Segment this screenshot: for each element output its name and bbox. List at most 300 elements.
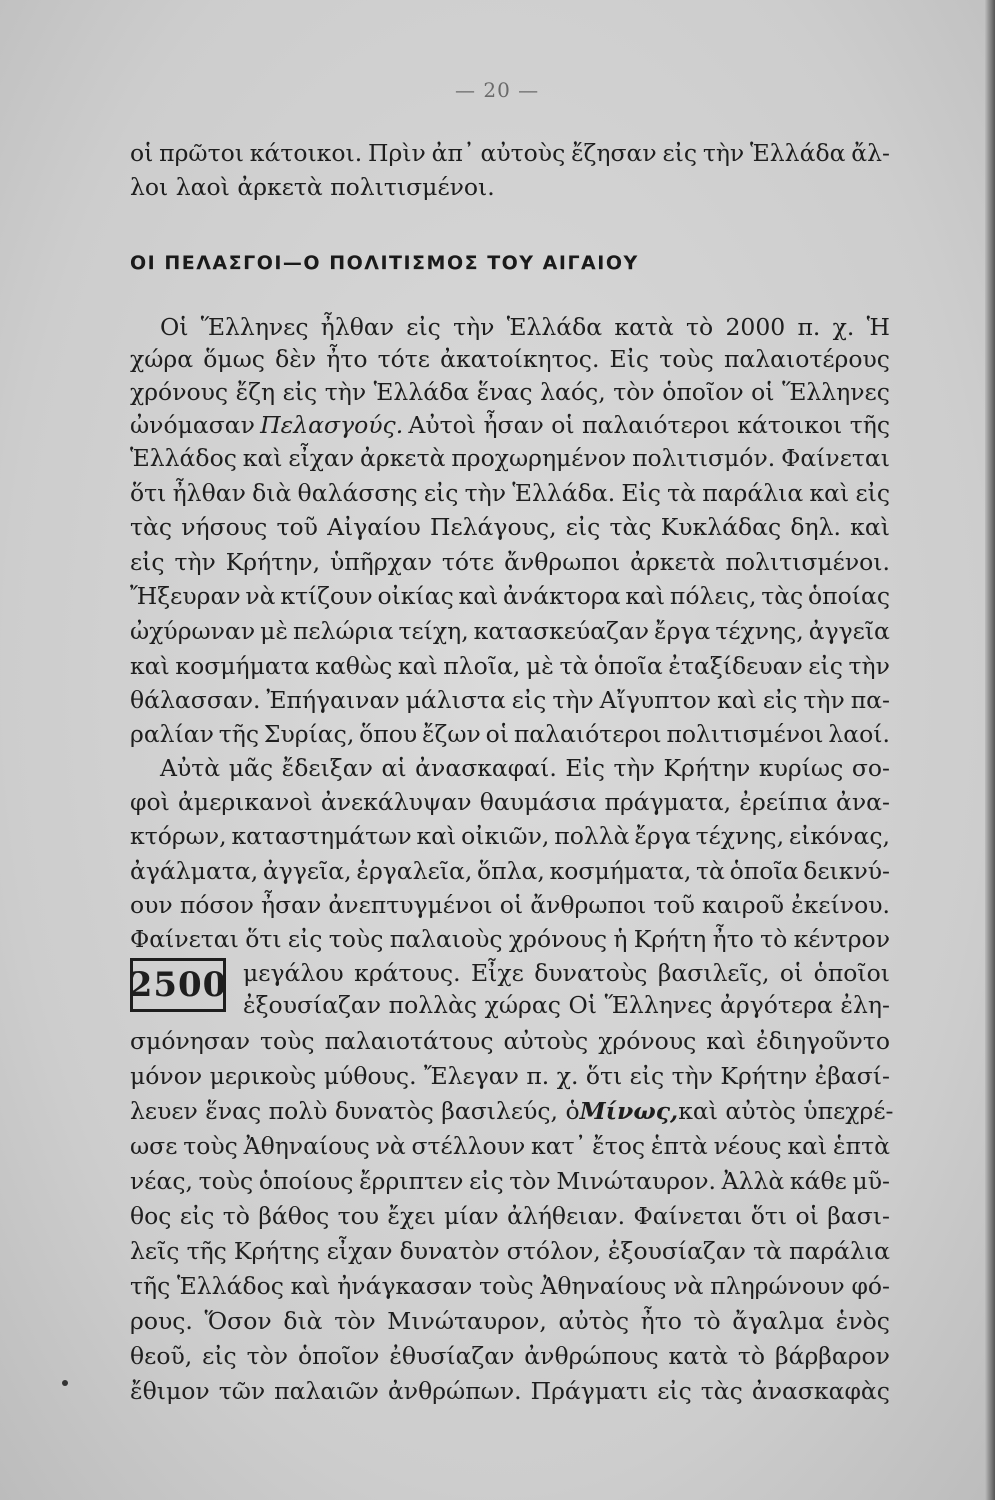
word: νέας, xyxy=(130,1167,193,1195)
word: χρόνους xyxy=(130,378,229,406)
word: Ἀθηναίους xyxy=(540,1272,667,1300)
word: ἀλήθειαν. xyxy=(507,1202,626,1230)
word: βάθος xyxy=(258,1202,330,1230)
word: ἑπτὰ xyxy=(650,1132,708,1160)
word: ουν xyxy=(130,891,173,919)
word: μάλιστα xyxy=(405,686,506,714)
word: Κρήτην, xyxy=(225,548,321,576)
word: Οἱ xyxy=(568,991,597,1019)
word: Εἰς xyxy=(609,345,650,373)
word: θάλασσαν. xyxy=(130,686,261,714)
word: Αὐτὰ xyxy=(160,754,221,782)
word: σο- xyxy=(851,754,890,782)
page-number: — 20 — xyxy=(455,78,540,102)
text-line xyxy=(130,1061,890,1091)
word: Μινώταυρον. xyxy=(556,1167,716,1195)
word: ἔδειξαν xyxy=(281,754,373,782)
word: παράλια xyxy=(702,479,804,507)
word: καιροῦ xyxy=(701,891,784,919)
word: ὅτι xyxy=(130,479,167,507)
word: εἰς xyxy=(511,686,547,714)
word: ὁποῖα xyxy=(729,857,799,885)
word: οἱ xyxy=(795,1202,819,1230)
word: πολιτισμόν. xyxy=(632,444,776,472)
word: τῶν xyxy=(218,1377,266,1405)
word: σμόνησαν xyxy=(130,1027,251,1055)
word: ἀνεκάλυψαν xyxy=(320,788,472,816)
text-line xyxy=(130,138,890,168)
word: εἰς xyxy=(179,1202,215,1230)
word: ἔθιμον xyxy=(130,1377,210,1405)
word: εἰς xyxy=(808,652,843,680)
word: νήσους xyxy=(181,513,268,541)
word: οἱ xyxy=(751,378,775,406)
word: τοὺς xyxy=(260,1027,315,1055)
word: κράτους. xyxy=(354,959,461,987)
word: στέλλουν xyxy=(411,1132,526,1160)
word: βασι- xyxy=(827,1202,890,1230)
word: τοῦ xyxy=(653,891,695,919)
word: ωσε xyxy=(130,1132,178,1160)
word: μὲ xyxy=(260,617,288,645)
text-line xyxy=(130,1166,890,1196)
word: ἀργότερα xyxy=(720,991,833,1019)
text-fragment: καὶ αὐτὸς ὑπεχρέ- xyxy=(678,1097,894,1125)
word: καὶ xyxy=(416,822,457,850)
word: Φαίνεται xyxy=(633,1202,743,1230)
word: Κρήτη xyxy=(633,925,707,953)
text-line xyxy=(243,958,890,988)
word: νὰ xyxy=(673,1272,704,1300)
text-line xyxy=(130,478,890,508)
word: τὴν xyxy=(848,652,890,680)
word: ἐταξίδευαν xyxy=(668,652,803,680)
word: πα- xyxy=(850,686,890,714)
word: ἐξουσίαζαν xyxy=(243,991,382,1019)
word: ἔρριπτεν xyxy=(359,1167,464,1195)
word: οἱ xyxy=(779,959,804,987)
word: πολλὰ xyxy=(554,822,630,850)
word: πόσον xyxy=(179,891,254,919)
word: προχωρημένον xyxy=(451,444,627,472)
word: ἀγγεῖα, xyxy=(262,857,352,885)
word: ρους. xyxy=(130,1307,193,1335)
word: εἰς xyxy=(629,1062,665,1090)
word: Αἰγαίου xyxy=(327,513,421,541)
word: παράλια xyxy=(789,1237,890,1265)
text-line xyxy=(130,1096,894,1126)
word: Κυκλάδας xyxy=(660,513,782,541)
text-line xyxy=(160,753,890,783)
word: ἠνάγκασαν xyxy=(337,1272,473,1300)
word: δυνατοὺς xyxy=(534,959,648,987)
word: ἦτο xyxy=(640,1307,682,1335)
word: ὁποίας xyxy=(808,582,890,610)
word: Ἀθηναίους xyxy=(243,1132,370,1160)
word: διὰ xyxy=(283,1307,323,1335)
word: ὁποῖον xyxy=(298,1342,380,1370)
word: καὶ xyxy=(809,479,850,507)
word: Ὅσον xyxy=(204,1307,272,1335)
word: εἰς xyxy=(423,479,459,507)
word: Κρήτην xyxy=(720,1062,808,1090)
word: τοὺς xyxy=(183,1132,238,1160)
text-line xyxy=(130,1026,890,1056)
word: ἐξουσίαζαν xyxy=(607,1237,746,1265)
word: δὲν xyxy=(275,345,317,373)
word: Εἰς xyxy=(565,754,605,782)
word: ὁποίους xyxy=(258,1167,354,1195)
word: καὶ xyxy=(242,444,283,472)
word: ὅτι xyxy=(750,1202,788,1230)
word: φό- xyxy=(851,1272,890,1300)
word: Ἑλλάδα. xyxy=(512,479,616,507)
word: ἐργαλεῖα, xyxy=(356,857,473,885)
word: Φαίνεται xyxy=(130,925,239,953)
word: ὅτι xyxy=(245,925,282,953)
word: ἦσαν xyxy=(261,891,322,919)
word: εἰς xyxy=(657,1377,692,1405)
word: Εἰς xyxy=(621,479,661,507)
text-line xyxy=(130,443,890,473)
text-line xyxy=(130,616,890,646)
word: εἰς xyxy=(287,925,323,953)
word: οἰκίας xyxy=(377,582,454,610)
word: βασιλεῖς, xyxy=(657,959,770,987)
word: οἰκιῶν, xyxy=(461,822,550,850)
text-line xyxy=(130,821,890,851)
word: πολλὰς xyxy=(388,991,478,1019)
word: βάρβαρον xyxy=(774,1342,890,1370)
word: ἀνθρώπων. xyxy=(387,1377,522,1405)
word: ἀρκετὰ xyxy=(630,548,716,576)
word: θος xyxy=(130,1202,172,1230)
word: τὴν xyxy=(613,754,655,782)
word: ὅπου xyxy=(359,720,418,748)
word: ἐλη- xyxy=(840,991,890,1019)
word: ἐθυσίαζαν xyxy=(389,1342,515,1370)
word: χρόνους xyxy=(598,1027,697,1055)
word: ἀγάλματα, xyxy=(130,857,259,885)
word: ἐρείπια xyxy=(739,788,828,816)
word: λαοί. xyxy=(828,720,890,748)
word: καταστημάτων xyxy=(231,822,412,850)
word: ὅτι xyxy=(585,1062,623,1090)
word: τὴν xyxy=(803,686,845,714)
word: αὐτοὺς xyxy=(503,1027,589,1055)
word: τῆς xyxy=(218,720,260,748)
word: Ἡ xyxy=(866,313,890,341)
text-line xyxy=(130,890,890,920)
word: καὶ xyxy=(130,652,170,680)
word: κέντρον xyxy=(793,925,890,953)
word: μύθους. xyxy=(323,1062,417,1090)
word: τοῦ xyxy=(276,513,318,541)
text-line xyxy=(130,787,890,817)
word: ἑνὸς xyxy=(835,1307,890,1335)
word: Εἶχε xyxy=(471,959,524,987)
text-line xyxy=(130,685,890,715)
word: Ἑλλάδος xyxy=(130,444,237,472)
word: παλαιοτέρους xyxy=(723,345,890,373)
word: εἰκόνας, xyxy=(788,822,890,850)
word: ἄνθρωποι xyxy=(530,891,647,919)
word: παλαιοτάτους xyxy=(324,1027,494,1055)
text-line xyxy=(243,990,890,1020)
word: δηλ. xyxy=(790,513,841,541)
word: τείχη, xyxy=(398,617,469,645)
word: κοσμήματα xyxy=(175,652,310,680)
margin-year-box: 2500 xyxy=(130,958,226,1012)
word: τὰ xyxy=(667,479,697,507)
word: ἄλ- xyxy=(851,139,890,167)
word: παλαιῶν xyxy=(274,1377,379,1405)
word: Πελάγους, xyxy=(430,513,557,541)
word: οἱ xyxy=(485,720,509,748)
word: τὸν xyxy=(509,1167,551,1195)
word: εἶχαν xyxy=(288,444,355,472)
word: Ἕλληνες xyxy=(604,991,713,1019)
text-line xyxy=(130,547,890,577)
word: ἄγαλμα xyxy=(732,1307,825,1335)
word: ραλίαν xyxy=(130,720,214,748)
word: λεῖς xyxy=(130,1237,180,1265)
word: κατὰ xyxy=(614,313,674,341)
word: π. xyxy=(797,313,821,341)
word: ἀκατοίκητος. xyxy=(440,345,600,373)
word: τὰ xyxy=(559,652,589,680)
word: π. xyxy=(526,1062,550,1090)
word: 2000 xyxy=(725,313,786,341)
word: Ἕλληνες xyxy=(782,378,890,406)
text-line xyxy=(130,1131,890,1161)
word: ἀνάκτορα xyxy=(503,582,621,610)
word: Ἐπήγαιναν xyxy=(266,686,400,714)
word: Ἑλλάδα xyxy=(373,378,470,406)
word: ἦτο xyxy=(712,925,754,953)
word: μῦ- xyxy=(852,1167,890,1195)
word: πράγματα, xyxy=(604,788,732,816)
word: αὐτὸς xyxy=(558,1307,629,1335)
text-line xyxy=(130,344,890,374)
word: χώρας xyxy=(484,991,561,1019)
word: Φαίνεται xyxy=(781,444,890,472)
word: ἔζη xyxy=(235,378,276,406)
word: νὰ xyxy=(245,582,276,610)
section-heading: ΟΙ ΠΕΛΑΣΓΟΙ—Ο ΠΟΛΙΤΙΣΜΟΣ ΤΟΥ ΑΙΓΑΙΟΥ xyxy=(130,252,639,274)
word: ὅμως xyxy=(203,345,265,373)
page-edge-shadow xyxy=(985,0,995,1500)
word: νέους xyxy=(713,1132,782,1160)
word: δεικνύ- xyxy=(803,857,890,885)
text-fragment: ὠνόμασαν xyxy=(130,411,255,439)
word: καθὼς xyxy=(315,652,393,680)
word: καὶ xyxy=(717,686,757,714)
word: καὶ xyxy=(706,1027,747,1055)
word: χώρα xyxy=(130,345,194,373)
word: παλαιότεροι xyxy=(513,720,662,748)
word: παλαιοὺς xyxy=(389,925,503,953)
word: ἀμερικανοὶ xyxy=(178,788,313,816)
word: ἀνθρώπους xyxy=(524,1342,659,1370)
word: θεοῦ, xyxy=(130,1342,193,1370)
word: τὴν xyxy=(464,479,507,507)
word: τὸν xyxy=(246,1342,289,1370)
word: ἔτος xyxy=(592,1132,646,1160)
margin-dot-mark xyxy=(62,1380,68,1386)
word: Ἑλλάδα xyxy=(750,139,846,167)
word: ἦλθαν xyxy=(172,479,246,507)
word: κατ᾿ xyxy=(531,1132,587,1160)
word: τὰς xyxy=(609,513,652,541)
word: ἔζων xyxy=(421,720,481,748)
word: κατὰ xyxy=(668,1342,728,1370)
word: καὶ xyxy=(787,1132,828,1160)
text-fragment: Αὐτοὶ ἦσαν οἱ παλαιότεροι κάτοικοι τῆς xyxy=(408,411,890,439)
text-line xyxy=(130,410,890,440)
word: ὁποῖα xyxy=(593,652,663,680)
word: μεγάλου xyxy=(243,959,344,987)
word: ὠχύρωναν xyxy=(130,617,256,645)
word: ἔργα xyxy=(634,822,691,850)
word: κάτοικοι. xyxy=(249,139,363,167)
word: πελώρια xyxy=(292,617,394,645)
word: ἀνασκαφὰς xyxy=(751,1377,890,1405)
word: εἰς xyxy=(855,479,890,507)
word: ἐβασί- xyxy=(814,1062,890,1090)
word: τὸ xyxy=(693,1307,721,1335)
word: κτίζουν xyxy=(280,582,373,610)
word: ἄνθρωποι xyxy=(504,548,621,576)
word: εἰς xyxy=(469,1167,504,1195)
word: μόνον xyxy=(130,1062,203,1090)
word: τὴν xyxy=(324,378,367,406)
word: μὲ xyxy=(525,652,554,680)
word: εἰς xyxy=(565,513,601,541)
word: αὐτοὺς xyxy=(480,139,566,167)
word: μίαν xyxy=(444,1202,499,1230)
word: τὰς xyxy=(700,1377,743,1405)
word: κάθε xyxy=(789,1167,847,1195)
word: τὰ xyxy=(696,857,725,885)
text-line xyxy=(130,1376,890,1406)
word: τὰ xyxy=(753,1237,782,1265)
word: τὸν xyxy=(613,378,655,406)
word: ἐδιηγοῦντο xyxy=(756,1027,890,1055)
word: τὴν xyxy=(671,1062,713,1090)
word: πρῶτοι xyxy=(159,139,244,167)
text-line xyxy=(130,1271,890,1301)
word: εἰς xyxy=(202,1342,237,1370)
word: τὴν xyxy=(453,313,495,341)
word: Κρήτην xyxy=(663,754,751,782)
word: δυνατὸν xyxy=(399,1237,500,1265)
word: Ἑλλάδα xyxy=(506,313,603,341)
word: πολιτισμένοι xyxy=(666,720,824,748)
word: ὅπλα, xyxy=(477,857,545,885)
word: κτόρων, xyxy=(130,822,227,850)
word: Πράγματι xyxy=(530,1377,649,1405)
word: τὰς xyxy=(130,513,173,541)
word: ἀνεπτυγμένοι xyxy=(328,891,493,919)
word: οἱ xyxy=(130,139,154,167)
word: εἰς xyxy=(282,378,318,406)
word: Αἴγυπτον xyxy=(599,686,712,714)
word: Μινώταυρον, xyxy=(387,1307,547,1335)
word: καὶ xyxy=(850,513,890,541)
text-line xyxy=(130,1201,890,1231)
text-line xyxy=(130,1306,890,1336)
word: μᾶς xyxy=(228,754,274,782)
text-line xyxy=(130,1341,890,1371)
word: ἀγγεῖα xyxy=(808,617,890,645)
word: Ἕλληνες xyxy=(200,313,309,341)
word: στόλον, xyxy=(506,1237,601,1265)
word: τὸν xyxy=(334,1307,376,1335)
word: του xyxy=(337,1202,380,1230)
word: Πρὶν xyxy=(368,139,426,167)
word: τὸ xyxy=(760,925,788,953)
word: ἀνασκαφαί. xyxy=(415,754,557,782)
word: Ἤξευραν xyxy=(130,582,241,610)
emphasis-minos: Μίνως, xyxy=(579,1097,679,1125)
word: εἰς xyxy=(762,686,798,714)
word: εἶχαν xyxy=(326,1237,393,1265)
text-line xyxy=(160,312,890,342)
word: τοὺς xyxy=(659,345,714,373)
word: τοὺς xyxy=(328,925,384,953)
text-line xyxy=(130,651,890,681)
text-line xyxy=(130,924,890,954)
word: καὶ xyxy=(290,1272,331,1300)
word: ἡ xyxy=(613,925,628,953)
word: ἔχει xyxy=(387,1202,436,1230)
word: πληρώνουν xyxy=(710,1272,845,1300)
word: καὶ xyxy=(458,582,499,610)
word: φοὶ xyxy=(130,788,170,816)
word: τέχνης, xyxy=(695,822,785,850)
word: ὁποῖον xyxy=(662,378,744,406)
word: ἕνας xyxy=(476,378,533,406)
word: Ἀλλὰ xyxy=(721,1167,785,1195)
word: τότε xyxy=(441,548,495,576)
word: Κρήτης xyxy=(233,1237,320,1265)
word: κατασκεύαζαν xyxy=(473,617,650,645)
word: ἔζησαν xyxy=(571,139,657,167)
word: νὰ xyxy=(375,1132,406,1160)
word: κυρίως xyxy=(758,754,844,782)
word: οἱ xyxy=(499,891,524,919)
word: μερικοὺς xyxy=(209,1062,317,1090)
emphasis-pelasgians: Πελασγούς. xyxy=(260,411,404,439)
word: ἀνα- xyxy=(835,788,890,816)
word: ἦτο xyxy=(326,345,368,373)
word: εἰς xyxy=(662,139,698,167)
word: ἀρκετὰ xyxy=(360,444,446,472)
word: ἦλθαν xyxy=(320,313,395,341)
word: κοσμήματα, xyxy=(549,857,692,885)
word: χ. xyxy=(556,1062,579,1090)
word: θαλάσσης xyxy=(297,479,418,507)
text-line xyxy=(130,719,890,749)
word: ἀπ᾿ xyxy=(431,139,475,167)
word: τοὺς xyxy=(479,1272,534,1300)
text-line xyxy=(130,512,890,542)
text-line xyxy=(130,581,890,611)
text-line xyxy=(130,856,890,886)
word: τέχνης, xyxy=(715,617,804,645)
word: χρόνους xyxy=(508,925,607,953)
